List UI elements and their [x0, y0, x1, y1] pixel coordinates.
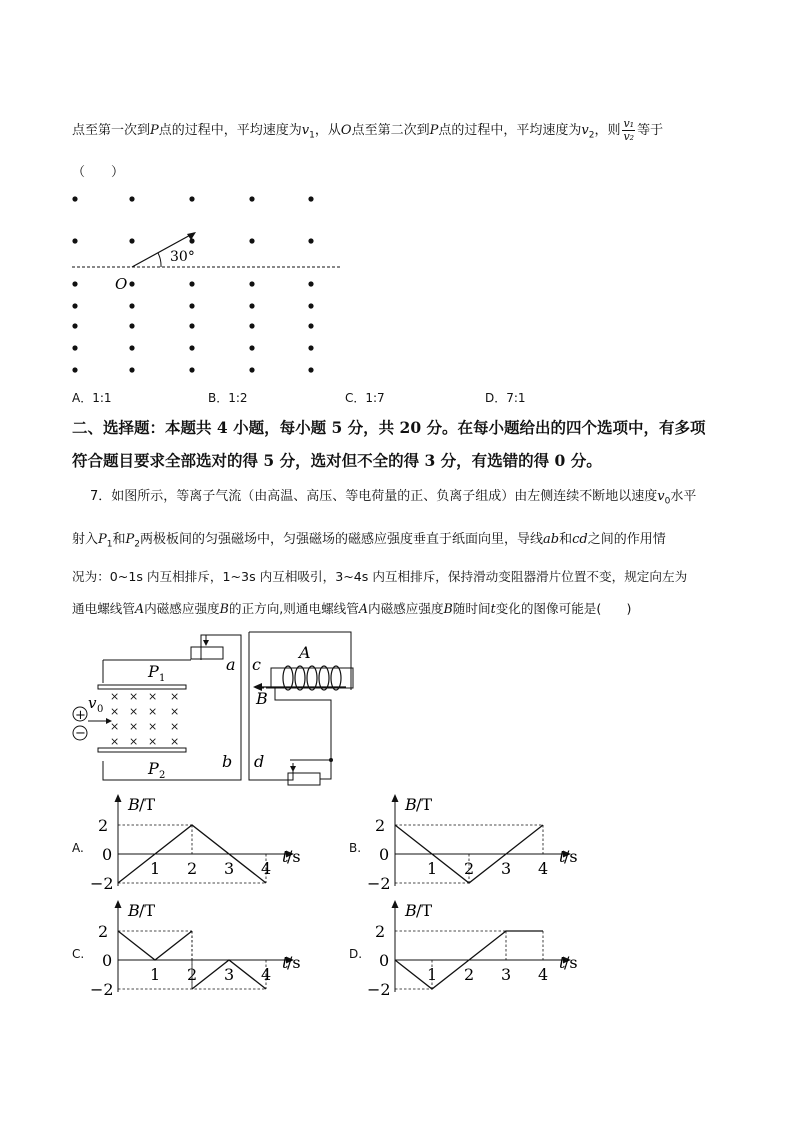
- slider-arrow-icon: [290, 766, 296, 772]
- graph-option-c[interactable]: C.: [72, 947, 85, 961]
- q6-text: ，从: [314, 123, 341, 138]
- wire-right: [275, 688, 331, 760]
- x-tick-label: 2: [187, 859, 198, 878]
- y-axis-label-unit: /T: [416, 795, 433, 814]
- graph-b: [365, 790, 578, 900]
- minus-label: −: [75, 726, 86, 741]
- fraction-denominator: v₂: [623, 130, 635, 143]
- svg-text:×: ×: [148, 705, 158, 718]
- q7-text: 之间的作用情: [587, 532, 666, 547]
- x-axis-label-t: t: [282, 847, 289, 866]
- q7-text: 7．如图所示，等离子气流（由高温、高压、等电荷量的正、负离子组成）由左侧连续不断地以速度: [90, 489, 658, 504]
- q7-text: 内磁感应强度: [367, 601, 444, 616]
- x-tick-label: 1: [150, 965, 161, 984]
- angle-arc: [158, 253, 161, 267]
- x-tick-label: 4: [538, 859, 549, 878]
- p1-label: P: [148, 662, 159, 681]
- y-axis-label-unit: /T: [416, 901, 433, 920]
- p1-label-sub: 1: [159, 673, 166, 684]
- q6-text: 点至第二次到: [351, 123, 430, 138]
- b-symbol: B: [443, 601, 453, 616]
- x-axis-label-t: t: [559, 953, 566, 972]
- svg-text:×: ×: [129, 720, 139, 733]
- y-axis-label-b: B: [405, 795, 417, 814]
- x-tick-label: 2: [464, 965, 475, 984]
- q7-text: 内磁感应强度: [144, 601, 220, 616]
- q7-text: 变化的图像可能是( ): [495, 601, 632, 616]
- t-symbol: t: [490, 601, 496, 616]
- svg-text:×: ×: [129, 735, 139, 748]
- y-axis-label-unit: /T: [139, 795, 156, 814]
- point-o: O: [340, 123, 352, 138]
- wire-cd: cd: [572, 532, 588, 547]
- graph-option-d[interactable]: D.: [349, 947, 363, 961]
- svg-text:×: ×: [110, 690, 120, 703]
- y-tick-label: 0: [102, 951, 113, 970]
- option-b[interactable]: B．1:2: [208, 391, 248, 405]
- v0-label: v: [88, 694, 97, 712]
- q7-text: 水平: [670, 489, 697, 504]
- y-tick-label: 2: [375, 922, 386, 941]
- x-tick-label: 2: [187, 965, 198, 984]
- field-crosses: [110, 690, 179, 748]
- arrow-head-icon: [187, 232, 196, 240]
- q7-text: 和: [559, 532, 573, 547]
- q7-line4: [72, 600, 631, 618]
- angle-label: 30°: [170, 249, 195, 265]
- x-tick-label: 3: [501, 859, 512, 878]
- svg-text:×: ×: [110, 705, 120, 718]
- p2-sub: 2: [134, 539, 140, 550]
- svg-text:×: ×: [129, 705, 139, 718]
- magnetic-field-figure: [60, 185, 360, 385]
- x-tick-label: 1: [427, 965, 438, 984]
- x-tick-label: 2: [464, 859, 475, 878]
- field-dots: [72, 196, 313, 372]
- x-tick-label: 1: [427, 859, 438, 878]
- svg-text:×: ×: [170, 690, 180, 703]
- x-axis-label-unit: /s: [287, 847, 301, 866]
- y-axis-label-b: B: [405, 901, 417, 920]
- v0-symbol: v: [657, 489, 665, 504]
- v1-sub: 1: [309, 130, 315, 141]
- x-axis-label-unit: /s: [564, 953, 578, 972]
- q7-text: 射入: [72, 532, 99, 547]
- y-tick-label: −2: [90, 874, 114, 893]
- p2-label: P: [148, 759, 159, 778]
- svg-text:×: ×: [170, 735, 180, 748]
- ratio-fraction: [622, 118, 635, 143]
- wire-resistor: [320, 760, 331, 779]
- label-b-field: B: [256, 689, 268, 708]
- svg-text:×: ×: [148, 720, 158, 733]
- q6-text: 点至第一次到: [72, 123, 151, 138]
- x-tick-label: 1: [150, 859, 161, 878]
- label-solenoid-a: A: [299, 643, 311, 662]
- q7-line1: [90, 488, 696, 511]
- y-tick-label: −2: [367, 980, 391, 999]
- svg-text:×: ×: [110, 735, 120, 748]
- resistor-left: [191, 647, 223, 659]
- x-tick-label: 4: [261, 859, 272, 878]
- circuit-diagram: [66, 628, 366, 788]
- wire-ab: ab: [543, 532, 560, 547]
- b-symbol: B: [219, 601, 229, 616]
- label-b: b: [222, 752, 233, 771]
- y-axis-arrow-icon: [392, 794, 399, 802]
- x-tick-label: 3: [501, 965, 512, 984]
- b-t-curve: [118, 931, 192, 960]
- x-axis-label-unit: /s: [564, 847, 578, 866]
- q7-text: 两极板间的匀强磁场中，匀强磁场的磁感应强度垂直于纸面向里，导线: [140, 532, 544, 547]
- slider-arrow-icon: [203, 640, 209, 646]
- v0-label-sub: 0: [97, 704, 104, 715]
- y-tick-label: 2: [98, 816, 109, 835]
- p1-symbol: P: [98, 532, 107, 547]
- y-tick-label: 0: [379, 951, 390, 970]
- q6-stem-line: [72, 118, 663, 145]
- q6-text: 点的过程中，平均速度为: [158, 123, 302, 138]
- p2-symbol: P: [125, 532, 135, 547]
- v1-symbol: v: [301, 123, 310, 138]
- q7-text: 随时间: [452, 601, 491, 616]
- plate-p1: [98, 685, 186, 689]
- graph-c: [88, 896, 301, 1006]
- y-axis-arrow-icon: [115, 900, 122, 908]
- p1-sub: 1: [106, 539, 113, 550]
- junction-dot: [329, 758, 333, 762]
- label-c: c: [252, 655, 261, 674]
- x-tick-label: 4: [538, 965, 549, 984]
- wire-top-left: [103, 660, 191, 683]
- graph-option-a[interactable]: A.: [72, 841, 84, 855]
- y-axis-arrow-icon: [392, 900, 399, 908]
- y-axis-arrow-icon: [115, 794, 122, 802]
- answer-parentheses: （ ）: [72, 165, 125, 180]
- y-tick-label: −2: [367, 874, 391, 893]
- v2-sub: 2: [588, 130, 595, 141]
- svg-text:×: ×: [170, 720, 180, 733]
- q7-text: 和: [112, 532, 126, 547]
- x-axis-label-t: t: [282, 953, 289, 972]
- y-tick-label: −2: [90, 980, 114, 999]
- plus-label: +: [75, 708, 86, 723]
- point-p: P: [150, 123, 159, 138]
- x-tick-label: 3: [224, 965, 235, 984]
- p2-label-sub: 2: [159, 770, 166, 781]
- y-tick-label: 2: [375, 816, 386, 835]
- svg-text:×: ×: [170, 705, 180, 718]
- option-d[interactable]: D．7:1: [485, 391, 526, 405]
- v0-sub: 0: [664, 496, 671, 507]
- svg-text:×: ×: [129, 690, 139, 703]
- solenoid-a: A: [134, 601, 145, 616]
- y-tick-label: 2: [98, 922, 109, 941]
- option-a[interactable]: A．1:1: [72, 391, 112, 405]
- y-tick-label: 0: [102, 845, 113, 864]
- graph-d: [365, 896, 578, 1006]
- x-axis-label-t: t: [559, 847, 566, 866]
- svg-text:×: ×: [148, 735, 158, 748]
- label-a: a: [226, 655, 236, 674]
- q7-text: 通电螺线管: [72, 601, 135, 616]
- q6-text: 点的过程中，平均速度为: [438, 123, 582, 138]
- q7-line3: 况为：0~1s 内互相排斥，1~3s 内互相吸引，3~4s 内互相排斥，保持滑动变阻器滑片位置不变，规定向左为: [72, 569, 688, 584]
- plate-p2: [98, 748, 186, 752]
- q6-text: 等于: [637, 123, 664, 138]
- solenoid-a: A: [358, 601, 368, 616]
- label-d: d: [254, 752, 265, 771]
- svg-text:×: ×: [148, 690, 158, 703]
- point-p: P: [429, 123, 439, 138]
- section-heading-line1: 二、选择题：本题共 4 小题，每小题 5 分，共 20 分。在每小题给出的四个选项中，有多项: [72, 418, 706, 437]
- origin-label: O: [115, 275, 128, 293]
- x-axis-label-unit: /s: [287, 953, 301, 972]
- y-axis-label-b: B: [128, 795, 140, 814]
- q7-line2: [72, 531, 666, 554]
- v2-symbol: v: [581, 123, 589, 138]
- x-tick-label: 4: [261, 965, 272, 984]
- x-tick-label: 3: [224, 859, 235, 878]
- q6-text: ，则: [594, 123, 621, 138]
- section-heading-line2: 符合题目要求全部选对的得 5 分，选对但不全的得 3 分，有选错的得 0 分。: [72, 451, 602, 470]
- fraction-numerator: v₁: [623, 117, 635, 130]
- option-c[interactable]: C．1:7: [345, 391, 385, 405]
- y-axis-label-unit: /T: [139, 901, 156, 920]
- graph-a: [88, 790, 301, 900]
- graph-option-b[interactable]: B.: [349, 841, 362, 855]
- svg-text:×: ×: [110, 720, 120, 733]
- q7-text: 的正方向,则通电螺线管: [228, 601, 359, 616]
- y-tick-label: 0: [379, 845, 390, 864]
- y-axis-label-b: B: [128, 901, 140, 920]
